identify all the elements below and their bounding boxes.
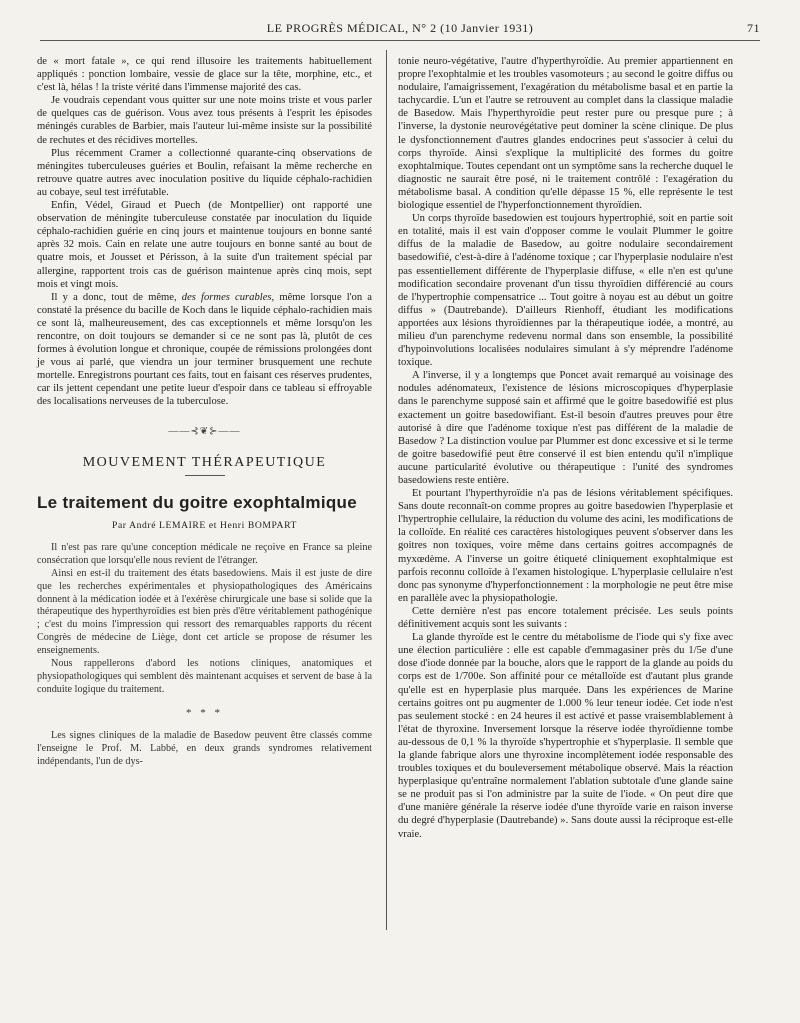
italic-phrase: des formes curables [181, 291, 272, 303]
paragraph: La glande thyroïde est le centre du métabolisme de l'iode qui s'y fixe avec une élection particulière : elle est capable d'emmagasiner près du 1/5e d'une dose d'iode donnée par la bouche, alors que le rapport de la glande au poids du corps est de 1/700e. Son affinité pour ce métalloïde est d'autant plus grande qu'elle est en hyperplasie plus marquée. Dans les expériences de Marine certains goitres ont pu augmenter de 1.000 % leur teneur iodée. Cet iode n'est pas seulement stocké : en 24 heures il est activé et passe vraisemblablement à l'état de thyroxine. Inversement lorsque la réserve iodée thyroïdienne tombe au-dessous de 0,1 % la thyroïde s'hypertrophie et s'hyperplasie. Il semble que la glande fabrique alors une thyroxine incomplètement iodée responsable des troubles toxiques et du bouleversement métabolique observé. Mais la réaction hyperplasique qu'entraîne normalement l'ablation subtotale d'une glande saine se ne produit pas si l'on administre par la suite de l'iode. « On peut dire que d'une manière générale la réserve iodée d'une thyroïde varie en raison inverse du degré d'hyperplasie (Dautrebande) ». Sans doute aussi la réciproque est-elle vraie. [398, 632, 733, 840]
paragraph: Il n'est pas rare qu'une conception médicale ne reçoive en France sa pleine consécration que lorsqu'elle nous revient de l'étranger. [37, 541, 372, 566]
paragraph: A l'inverse, il y a longtemps que Poncet avait remarqué au voisinage des nodules adénomateux, l'existence de lésions microscopiques d'hyperplasie dans le parenchyme supposé sain et affirmé que le goitre basedowifié est plus exactement un goitre basedowifiant. Est-il besoin d'autres preuves pour être autorisé à dire que l'adénome toxique n'est pas différent de la maladie de Basedow ? La distinction voulue par Plummer est donc excessive et si le terme de goitre basedowifié peut être conservé il est bien entendu qu'il n'implique aucune particularité évolutive ou thérapeutique : l'unité des syndromes basedowiens reste entière. [398, 370, 733, 486]
paragraph: de « mort fatale », ce qui rend illusoire les traitements habituellement appliqués : ponction lombaire, vessie de glace sur la tête, morphine, etc., et c'est là, hélas ! la triste vérité dans l'immense majorité des cas. [37, 56, 372, 94]
paragraph: Et pourtant l'hyperthyroïdie n'a pas de lésions véritablement spécifiques. Sans doute reconnaît-on comme propres au goitre basedowien l'hyperplasie et l'hypertrophie cellulaire, la réduction du volume des acini, les modifications de la colloïde. En réalité ces caractères histologiques peuvent s'observer dans les goitres non toxiques, voire même dans certains goitres accompagnés de myxœdème. A l'inverse un goitre étiqueté cliniquement exophtalmique est parfois reconnu colloïde à l'examen histologique. L'hyperplasie cellulaire n'est donc pas synonyme d'hyperfonctionnement : la morphologie ne peut être mise en parallèle avec la physiopathologie. [398, 488, 733, 604]
paragraph: Enfin, Védel, Giraud et Puech (de Montpellier) ont rapporté une observation de méningite tuberculeuse constatée par inoculation du liquide céphalo-rachidien guérie en cinq jours et maintenue toujours en bonne santé après 32 mois. Cain en relate une autre toujours en bonne santé au bout de quatre mois, et Jousset et Périsson, à la suite d'un traitement spécial par allergine, rapportent trois cas de guérison maintenue après cinq mois, sept mois et vingt mois. [37, 200, 372, 290]
ornamental-divider: ——⊰❦⊱—— [168, 425, 241, 437]
paragraph: Je voudrais cependant vous quitter sur une note moins triste et vous parler de quelques cas de guérison. Vous avez tous présents à l'esprit les épisodes méningés curables de Barbier, mais l'auteur lui-même insiste sur la possibilité de rechutes et des récidives mortelles. [37, 95, 372, 146]
column-divider [386, 50, 387, 930]
left-column [37, 55, 372, 768]
section-title: MOUVEMENT THÉRAPEUTIQUE [82, 454, 327, 470]
paragraph: Ainsi en est-il du traitement des états basedowiens. Mais il est juste de dire que les recherches expérimentales et physiopathologiques des Américains donnent à la médication iodée et à l'exérèse chirurgicale une base si solide que la thérapeutique des hyperthyroïdies est bien près d'être véritablement pathogénique ; c'est du moins l'impression qui ressort des remarquables rapports du récent Congrès de médecine de Liège, dont cet article se propose de résumer les enseignements. [37, 567, 372, 657]
text-run: Il y a donc, tout de même, [51, 291, 182, 303]
right-column [398, 55, 733, 841]
paragraph: Les signes cliniques de la maladie de Basedow peuvent être classés comme l'enseigne le Prof. M. Labbé, en deux grands syndromes relativement indépendants, l'un de dys- [37, 729, 372, 767]
asterism: * * * [186, 706, 223, 719]
section-rule [185, 475, 225, 476]
running-header [40, 18, 760, 41]
paragraph: Cette dernière n'est pas encore totalement précisée. Les seuls points définitivement acquis sont les suivants : [398, 605, 733, 631]
paragraph: Un corps thyroïde basedowien est toujours hypertrophié, soit en partie soit en totalité, mais il est vain d'opposer comme le voulait Plummer le goitre diffus de la maladie de Basedow, au goitre nodulaire secondairement basedowifié, c'est-à-dire à l'adénome toxique ; car l'hyperplasie nodulaire n'est pas essentiellement différente de l'hyperplasie diffuse, « elle n'en est qu'une modification secondaire provenant d'un tissu thyroïdien différencié au cours de l'hypertrophie compensatrice ... Tout goitre à noyau est au début un goitre diffus » (Dautrebande). D'ailleurs Rienhoff, étudiant les modifications apportées aux lésions thyroïdiennes par la thérapeutique iodée, a montré, au milieu d'un parenchyme redevenu normal dans son ensemble, la possibilité d'hypoinvolutions localisées nodulaires simulant à s'y méprendre l'adénome toxique. [398, 213, 733, 369]
text-run: , même lorsque l'on a constaté la présence du bacille de Koch dans le liquide céphalo-rachidien mais ce sont là, malheureusement, des cas exceptionnels et même lorsqu'on les rencontre, on doit toujours se demander si ce ne sont pas là, plutôt de ces formes à évolution longue et chronique, coupée de rémissions prolongées dont je vous ai parlé, que viendra un jour terminer brusquement une rechute mortelle. Enregistrons pourtant ces faits, tout en faisant ces réserves prudentes, car ils jettent cependant une petite lueur d'espoir dans ce tableau si effroyable des localisations nerveuses de la tuberculose. [37, 291, 372, 408]
journal-title: LE PROGRÈS MÉDICAL, N° 2 (10 Janvier 1931) [266, 21, 534, 35]
paragraph: tonie neuro-végétative, l'autre d'hyperthyroïdie. Au premier appartiennent en propre l'exophtalmie et les troubles vasomoteurs ; au second le goitre diffus ou nodulaire, l'amaigrissement, l'exagération du métabolisme basal et en partie la tachycardie. L'un et l'autre se retrouvent au complet dans la classique maladie de Basedow. Mais l'hyperthyroïdie peut rester pure ou presque pure ; à l'inverse, la dystonie neurovégétative peut dominer la scène clinique. De plus le dysfonctionnement d'autres glandes endocrines peut s'associer à celui du corps thyroïde. Ainsi s'explique la multiplicité des formes du goitre exophtalmique. Toutes cependant ont un symptôme sans la recherche duquel le diagnostic ne saurait être posé, ni le traitement contrôlé : l'exagération du métabolisme basal. A condition qu'elle dépasse 15 %, elle représente le test biologique essentiel de l'hyperfonctionnement thyroïdien. [398, 56, 733, 212]
page-number: 71 [747, 21, 760, 35]
paragraph [37, 291, 372, 409]
article-title: Le traitement du goitre exophtalmique [37, 492, 357, 512]
byline: Par André LEMAIRE et Henri BOMPART [112, 519, 297, 531]
paragraph: Plus récemment Cramer a collectionné quarante-cinq observations de méningites tuberculeuses guéries et Boulin, refaisant la même recherche en retrouve quatre autres avec inoculation positive du liquide céphalo-rachidien au cobaye, seul test irréfutable. [37, 147, 372, 198]
paragraph: Nous rappellerons d'abord les notions cliniques, anatomiques et physiopathologiques qui semblent dès maintenant acquises et servent de base à la conduite logique du traitement. [37, 658, 372, 695]
article-body [37, 542, 372, 769]
